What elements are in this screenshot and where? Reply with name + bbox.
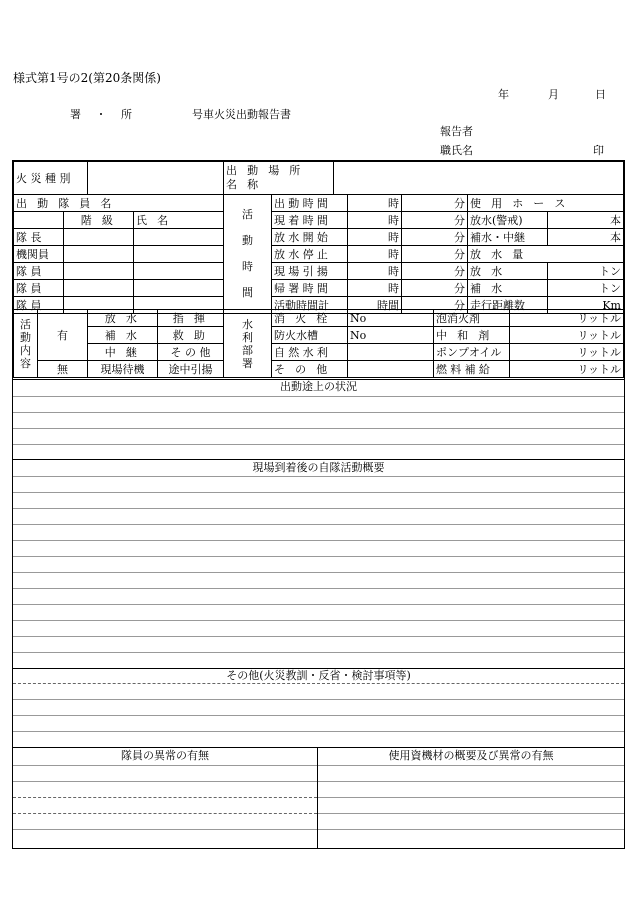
place-value[interactable]	[334, 162, 624, 195]
times-side-label: 活 動 時 間	[224, 195, 272, 314]
time-label: 現着時間	[272, 212, 348, 229]
station-label: 署 ・ 所	[70, 108, 138, 121]
top-table	[13, 161, 624, 195]
agent-unit[interactable]: リットル	[510, 344, 624, 361]
water-label: 防火水槽	[272, 327, 348, 344]
activity-yes[interactable]: 有	[38, 310, 88, 361]
hose-unit[interactable]: Km	[548, 297, 624, 314]
hose-unit[interactable]: 本	[548, 212, 624, 229]
time-minute[interactable]: 分	[402, 229, 468, 246]
agent-unit[interactable]: リットル	[510, 327, 624, 344]
hose-unit[interactable]: トン	[548, 263, 624, 280]
name-header: 氏 名	[134, 212, 224, 229]
water-no[interactable]: No	[348, 310, 434, 327]
time-hour[interactable]: 時	[348, 195, 402, 212]
middle-table	[13, 194, 624, 314]
water-label: 自然水利	[272, 344, 348, 361]
water-side-label: 水 利 部 署	[224, 310, 272, 378]
time-minute[interactable]: 分	[402, 195, 468, 212]
member-role: 隊 員	[14, 297, 64, 314]
time-minute[interactable]: 分	[402, 280, 468, 297]
member-role: 機関員	[14, 246, 64, 263]
members-header: 出 動 隊 員 名	[14, 195, 224, 212]
time-label: 帰署時間	[272, 280, 348, 297]
member-blank	[14, 212, 64, 229]
water-volume-header: 放 水 量	[468, 246, 624, 263]
time-hour[interactable]: 時	[348, 229, 402, 246]
form-number: 様式第1号の2(第20条関係)	[13, 71, 161, 85]
hose-label: 補 水	[468, 280, 548, 297]
member-name[interactable]	[134, 263, 224, 280]
water-no[interactable]: No	[348, 327, 434, 344]
time-label: 活動時間計	[272, 297, 348, 314]
time-label: 現場引揚	[272, 263, 348, 280]
agent-label: ポンプオイル	[434, 344, 510, 361]
time-minute[interactable]: 分	[402, 246, 468, 263]
activity-table	[13, 309, 624, 378]
water-label: そ の 他	[272, 361, 348, 378]
member-rank[interactable]	[64, 280, 134, 297]
activity-item[interactable]: 現場待機	[88, 361, 158, 378]
fire-type-label: 火 災 種 別	[14, 162, 88, 195]
member-name[interactable]	[134, 229, 224, 246]
hose-header: 使 用 ホ ー ス	[468, 195, 624, 212]
job-name-label: 職氏名	[440, 144, 473, 157]
member-abnormal-heading: 隊員の異常の有無	[121, 749, 209, 762]
time-label: 放水開始	[272, 229, 348, 246]
member-name[interactable]	[134, 246, 224, 263]
water-label: 消 火 栓	[272, 310, 348, 327]
fire-type-value[interactable]	[88, 162, 224, 195]
time-hour[interactable]: 時	[348, 246, 402, 263]
water-no[interactable]	[348, 361, 434, 378]
member-role: 隊 員	[14, 263, 64, 280]
agent-unit[interactable]: リットル	[510, 361, 624, 378]
other-heading: その他(火災教訓・反省・検討事項等)	[226, 669, 411, 682]
activity-item[interactable]: 途中引揚	[158, 361, 224, 378]
agent-label: 燃料補給	[434, 361, 510, 378]
on-scene-heading: 現場到着後の自隊活動概要	[252, 461, 385, 474]
member-rank[interactable]	[64, 263, 134, 280]
hose-unit[interactable]: トン	[548, 280, 624, 297]
hose-label: 補水・中継	[468, 229, 548, 246]
time-hour[interactable]: 時	[348, 212, 402, 229]
report-title: 号車火災出動報告書	[192, 108, 291, 121]
activity-item[interactable]: 救 助	[158, 327, 224, 344]
water-no[interactable]	[348, 344, 434, 361]
member-name[interactable]	[134, 280, 224, 297]
time-hour[interactable]: 時	[348, 263, 402, 280]
time-hour[interactable]: 時	[348, 280, 402, 297]
equipment-heading: 使用資機材の概要及び異常の有無	[388, 749, 554, 762]
agent-label: 泡消火剤	[434, 310, 510, 327]
time-label: 放水停止	[272, 246, 348, 263]
hose-label: 放 水	[468, 263, 548, 280]
activity-item[interactable]: 中 継	[88, 344, 158, 361]
member-role: 隊 長	[14, 229, 64, 246]
time-hour[interactable]: 時間	[348, 297, 402, 314]
activity-item[interactable]: 放 水	[88, 310, 158, 327]
activity-item[interactable]: 補 水	[88, 327, 158, 344]
activity-side-label: 活 動 内 容	[14, 310, 38, 378]
activity-no[interactable]: 無	[38, 361, 88, 378]
time-minute[interactable]: 分	[402, 263, 468, 280]
seal-label: 印	[593, 144, 604, 157]
activity-item[interactable]: 指 揮	[158, 310, 224, 327]
rank-header: 階 級	[64, 212, 134, 229]
report-form	[12, 160, 625, 849]
time-minute[interactable]: 分	[402, 297, 468, 314]
date-day-label: 日	[595, 88, 606, 101]
hose-label: 放水(警戒)	[468, 212, 548, 229]
hose-unit[interactable]: 本	[548, 229, 624, 246]
member-rank[interactable]	[64, 229, 134, 246]
member-rank[interactable]	[64, 246, 134, 263]
member-role: 隊 員	[14, 280, 64, 297]
reporter-label: 報告者	[440, 125, 473, 138]
date-month-label: 月	[548, 88, 559, 101]
time-minute[interactable]: 分	[402, 212, 468, 229]
en-route-heading: 出動途上の状況	[280, 380, 357, 393]
activity-item[interactable]: そ の 他	[158, 344, 224, 361]
agent-label: 中 和 剤	[434, 327, 510, 344]
place-label: 出 動 場 所 名 称	[224, 162, 334, 195]
time-label: 出動時間	[272, 195, 348, 212]
date-year-label: 年	[498, 88, 509, 101]
agent-unit[interactable]: リットル	[510, 310, 624, 327]
hose-label: 走行距離数	[468, 297, 548, 314]
